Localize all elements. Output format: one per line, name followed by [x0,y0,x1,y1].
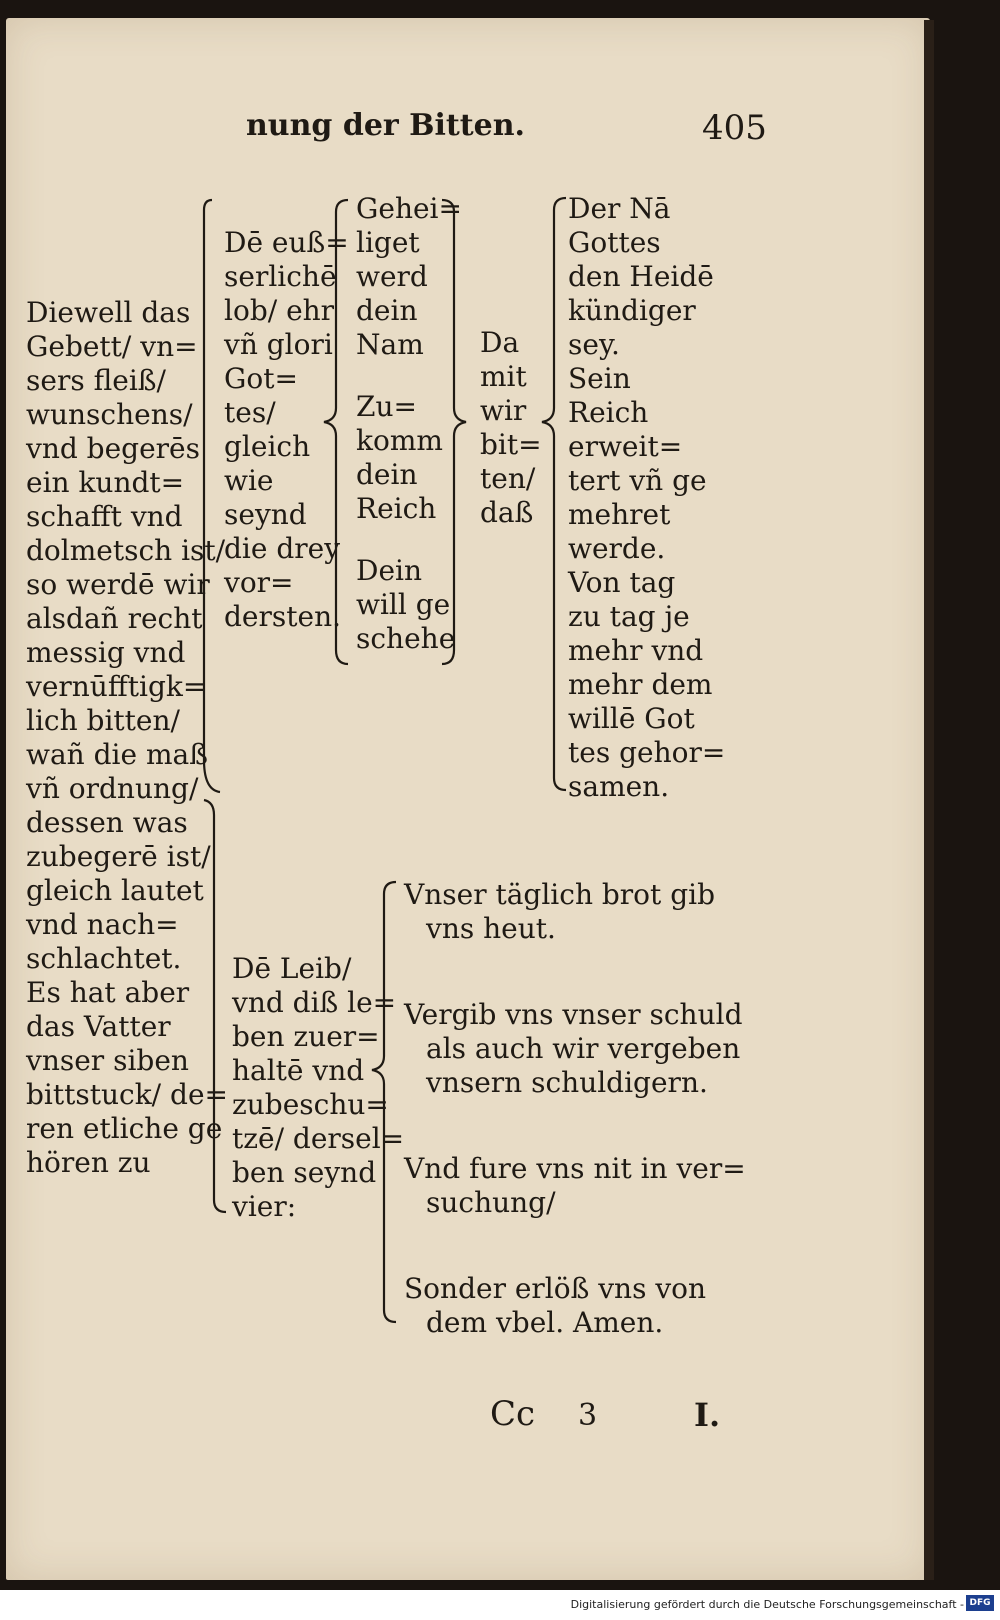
catchword: I. [694,1396,721,1434]
intro-line: gleich lautet [26,874,204,907]
intro-line: vnd nach= [26,908,179,941]
connector-line: bit= [480,428,542,461]
petition [404,998,746,1100]
intro-line: dessen was [26,806,188,839]
intro-line: vernūfftigk= [26,670,207,703]
petition-line: dein [356,294,418,327]
lower-label-line: ben zuer= [232,1020,380,1053]
intro-line: ein kundt= [26,466,185,499]
intro-line: zubegerē ist/ [26,840,211,873]
petition-line: Vnser täglich brot gib [404,878,715,911]
petition-line: dem vbel. Amen. [426,1306,664,1339]
petition-line: als auch wir vergeben [426,1032,741,1065]
purpose-line: Gottes [568,226,661,259]
purpose-line: mehret [568,498,671,531]
lower-label-line: vier: [232,1190,297,1223]
brace-purpose [542,198,566,790]
lower-label-line: haltē vnd [232,1054,365,1087]
connector-line: daß [480,496,534,529]
intro-line: das Vatter [26,1010,171,1043]
purpose-line: Von tag [568,566,676,599]
petition [404,1272,746,1340]
intro-line: Es hat aber [26,976,190,1009]
purpose-line: tes gehor= [568,736,726,769]
upper-group-label [224,226,349,634]
intro-line: hören zu [26,1146,151,1179]
petition-line: Reich [356,492,437,525]
petition [356,554,462,656]
intro-line: Gebett/ vn= [26,330,198,363]
upper-label-line: wie [224,464,274,497]
dfg-logo: DFG [966,1595,994,1611]
signature-number: 3 [578,1398,598,1433]
purpose-line: mehr dem [568,668,713,701]
purpose-line: samen. [568,770,670,803]
petition [356,192,462,362]
upper-label-line: die drey [224,532,341,565]
upper-label-line: dersten. [224,600,342,633]
petition-line: dein [356,458,418,491]
intro-line: wañ die maß [26,738,208,771]
petition-line: will ge [356,588,451,621]
purpose-line: den Heidē [568,260,714,293]
petition-line: suchung/ [426,1186,556,1219]
petition-line: Vergib vns vnser schuld [404,998,743,1031]
intro-line: schafft vnd [26,500,183,533]
purpose-line: sey. [568,328,620,361]
purpose-line: Sein [568,362,631,395]
upper-label-line: Got= [224,362,298,395]
purpose-line: tert vñ ge [568,464,707,497]
intro-line: vnser siben [26,1044,189,1077]
lower-label-line: vnd diß le= [232,986,397,1019]
funding-credit: Digitalisierung gefördert durch die Deutsche Forschungsgemeinschaft - [570,1598,964,1611]
petition-line: liget [356,226,420,259]
intro-line: messig vnd [26,636,186,669]
lower-label-line: tzē/ dersel= [232,1122,405,1155]
purpose-line: mehr vnd [568,634,704,667]
connector-line: ten/ [480,462,536,495]
intro-line: vnd begerēs [26,432,200,465]
petition-line: schehe [356,622,456,655]
page-number: 405 [702,108,767,148]
petition-line: komm [356,424,443,457]
petition-line: Zu= [356,390,417,423]
purpose-line: zu tag je [568,600,690,633]
intro-line: alsdañ recht [26,602,203,635]
petition-line: Nam [356,328,424,361]
intro-line: bittstuck/ de= [26,1078,228,1111]
petition [404,1152,746,1220]
intro-line: so werdē wir [26,568,210,601]
petition-line: vns heut. [426,912,556,945]
intro-line: wunschens/ [26,398,193,431]
petition [404,878,746,946]
upper-label-line: Dē euß= [224,226,349,259]
petition [356,390,462,526]
lower-label-line: zubeschu= [232,1088,389,1121]
purpose-line: Reich [568,396,649,429]
upper-label-line: seynd [224,498,307,531]
running-title: nung der Bitten. [246,108,525,143]
lower-label-line: ben seynd [232,1156,377,1189]
second-petitions [404,878,746,1340]
purpose-column [568,192,725,804]
upper-label-line: lob/ ehr [224,294,335,327]
purpose-line: Der Nā [568,192,671,225]
purpose-line: erweit= [568,430,683,463]
signature-mark: Cc [490,1394,536,1434]
intro-line: dolmetsch ist/ [26,534,226,567]
upper-label-line: serlichē [224,260,337,293]
intro-line: lich bitten/ [26,704,180,737]
petition-line: Dein [356,554,423,587]
intro-line: Diewell das [26,296,191,329]
petition-line: vnsern schuldigern. [426,1066,708,1099]
lower-label-line: Dē Leib/ [232,952,352,985]
upper-label-line: vor= [224,566,294,599]
connector-line: mit [480,360,527,393]
intro-line: sers fleiß/ [26,364,166,397]
purpose-line: werde. [568,532,666,565]
petition-line: Gehei= [356,192,462,225]
connector-line: Da [480,326,520,359]
purpose-line: kündiger [568,294,696,327]
first-petitions [356,192,462,656]
intro-line: ren etliche ge [26,1112,223,1145]
upper-label-line: tes/ [224,396,276,429]
intro-line: vñ ordnung/ [26,772,199,805]
petition-line: Vnd fure vns nit in ver= [404,1152,746,1185]
upper-label-line: vñ glori [224,328,333,361]
connector-line: wir [480,394,527,427]
intro-column [26,296,228,1180]
lower-group-label [232,952,404,1224]
petition-line: werd [356,260,428,293]
petition-line: Sonder erlöß vns von [404,1272,707,1305]
intro-line: schlachtet. [26,942,182,975]
footer-bar [0,1590,1000,1620]
upper-label-line: gleich [224,430,311,463]
purpose-line: willē Got [568,702,695,735]
connector-text [480,326,542,530]
